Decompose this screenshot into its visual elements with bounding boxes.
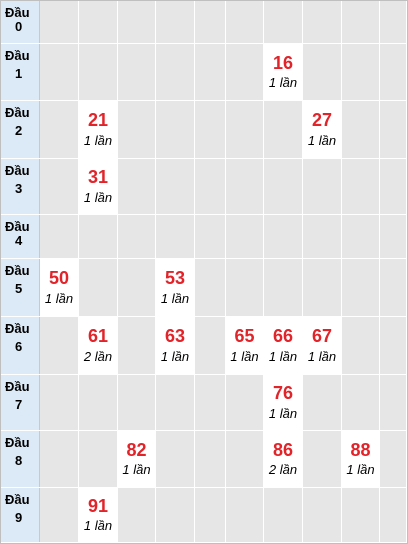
empty-cell [264,488,303,542]
empty-cell [79,375,118,430]
loto-number: 21 [87,110,109,130]
empty-cell [156,375,195,430]
loto-cell [156,317,195,374]
hit-count: 1 lần [83,133,113,148]
empty-cell [226,488,264,542]
loto-number: 88 [350,440,371,460]
empty-cell [226,1,264,43]
empty-cell [156,44,195,100]
empty-cell [380,317,407,374]
empty-cell [195,317,226,374]
head-digit: 7 [15,397,23,412]
hit-count: 1 lần [268,349,298,364]
head-row-9 [1,488,407,543]
empty-cell [118,375,156,430]
empty-cell [79,44,118,100]
loto-number: 31 [87,167,109,187]
empty-cell [303,1,342,43]
empty-cell [40,1,79,43]
empty-cell [342,215,380,258]
head-digit: 2 [15,123,23,138]
empty-cell [380,259,407,316]
empty-cell [342,488,380,542]
loto-cell [156,259,195,316]
empty-cell [226,44,264,100]
head-label: Đầu [5,379,30,394]
empty-cell [342,44,380,100]
empty-cell [156,215,195,258]
loto-cell [264,44,303,100]
empty-cell [226,375,264,430]
empty-cell [303,375,342,430]
empty-cell [226,215,264,258]
loto-number: 67 [311,326,333,346]
empty-cell [303,488,342,542]
empty-cell [40,375,79,430]
loto-cell [303,101,342,158]
head-row-7 [1,375,407,431]
head-cell [1,317,40,374]
head-cell [1,44,40,100]
empty-cell [118,101,156,158]
empty-cell [40,101,79,158]
empty-cell [156,101,195,158]
head-label: Đầu [5,48,30,63]
head-row-4 [1,215,407,259]
empty-cell [156,1,195,43]
empty-cell [195,44,226,100]
empty-cell [118,488,156,542]
empty-cell [303,259,342,316]
empty-cell [226,431,264,487]
empty-cell [380,1,407,43]
empty-cell [264,259,303,316]
head-digit: 0 [15,19,23,34]
empty-cell [156,488,195,542]
hit-count: 1 lần [346,462,375,477]
head-digit: 1 [15,66,23,81]
loto-cell [342,431,380,487]
empty-cell [156,431,195,487]
empty-cell [226,101,264,158]
empty-cell [118,317,156,374]
head-cell [1,215,40,258]
head-cell [1,1,40,43]
empty-cell [195,375,226,430]
loto-cell [264,375,303,430]
head-digit: 4 [15,233,23,248]
loto-cell [264,317,303,374]
loto-number: 16 [272,53,294,73]
empty-cell [380,44,407,100]
loto-cell [79,101,118,158]
empty-cell [40,317,79,374]
head-label: Đầu [5,263,30,278]
head-cell [1,431,40,487]
empty-cell [40,44,79,100]
loto-number: 53 [164,268,186,288]
empty-cell [303,44,342,100]
loto-number: 66 [272,326,294,346]
loto-number: 27 [311,110,333,130]
loto-cell [264,431,303,487]
head-cell [1,101,40,158]
empty-cell [226,259,264,316]
hit-count: 1 lần [160,349,190,364]
empty-cell [118,259,156,316]
loto-number: 61 [87,326,109,346]
empty-cell [79,431,118,487]
empty-cell [380,431,407,487]
empty-cell [40,431,79,487]
empty-cell [195,431,226,487]
head-row-5 [1,259,407,317]
empty-cell [342,159,380,214]
hit-count: 1 lần [83,190,113,205]
head-digit: 9 [15,510,23,525]
head-row-2 [1,101,407,159]
empty-cell [195,488,226,542]
empty-cell [79,259,118,316]
empty-cell [342,259,380,316]
loto-cell [79,159,118,214]
head-label: Đầu [5,5,30,20]
empty-cell [380,101,407,158]
hit-count: 1 lần [160,291,190,306]
head-cell [1,159,40,214]
loto-number: 63 [164,326,186,346]
empty-cell [380,215,407,258]
empty-cell [380,159,407,214]
empty-cell [264,215,303,258]
head-cell [1,488,40,542]
hit-count: 1 lần [307,349,337,364]
hit-count: 2 lần [83,349,113,364]
head-row-6 [1,317,407,375]
head-label: Đầu [5,435,30,450]
head-digit: 8 [15,453,23,468]
loto-number: 50 [48,268,70,288]
head-cell [1,259,40,316]
hit-count: 1 lần [83,518,113,533]
loto-cell [40,259,79,316]
head-cell [1,375,40,430]
empty-cell [264,1,303,43]
head-label: Đầu [5,105,30,120]
loto-number: 86 [272,440,294,460]
empty-cell [303,431,342,487]
empty-cell [303,215,342,258]
hit-count: 1 lần [268,75,298,90]
empty-cell [118,44,156,100]
empty-cell [303,159,342,214]
hit-count: 1 lần [268,406,298,421]
hit-count: 2 lần [268,462,298,477]
empty-cell [40,215,79,258]
empty-cell [40,159,79,214]
head-label: Đầu [5,163,30,178]
head-row-8 [1,431,407,488]
hit-count: 1 lần [230,349,259,364]
head-label: Đầu [5,321,30,336]
head-row-0 [1,1,407,44]
empty-cell [118,215,156,258]
empty-cell [195,1,226,43]
empty-cell [342,317,380,374]
empty-cell [195,215,226,258]
empty-cell [380,375,407,430]
empty-cell [342,1,380,43]
head-digit: 6 [15,339,23,354]
empty-cell [380,488,407,542]
empty-cell [118,1,156,43]
empty-cell [195,259,226,316]
empty-cell [156,159,195,214]
empty-cell [40,488,79,542]
empty-cell [79,215,118,258]
empty-cell [118,159,156,214]
empty-cell [195,101,226,158]
hit-count: 1 lần [44,291,74,306]
head-row-3 [1,159,407,215]
empty-cell [264,101,303,158]
empty-cell [79,1,118,43]
empty-cell [342,101,380,158]
loto-cell [79,488,118,542]
loto-cell [79,317,118,374]
hit-count: 1 lần [307,133,337,148]
loto-cell [303,317,342,374]
head-row-1 [1,44,407,101]
head-label: Đầu [5,219,30,234]
loto-cell [118,431,156,487]
empty-cell [195,159,226,214]
loto-number: 76 [272,383,294,403]
loto-number: 65 [234,326,255,346]
hit-count: 1 lần [122,462,151,477]
loto-number: 91 [87,496,109,516]
empty-cell [342,375,380,430]
head-digit: 3 [15,181,23,196]
loto-cell [226,317,264,374]
empty-cell [264,159,303,214]
head-digit: 5 [15,281,23,296]
head-label: Đầu [5,492,30,507]
loto-number: 82 [126,440,147,460]
empty-cell [226,159,264,214]
